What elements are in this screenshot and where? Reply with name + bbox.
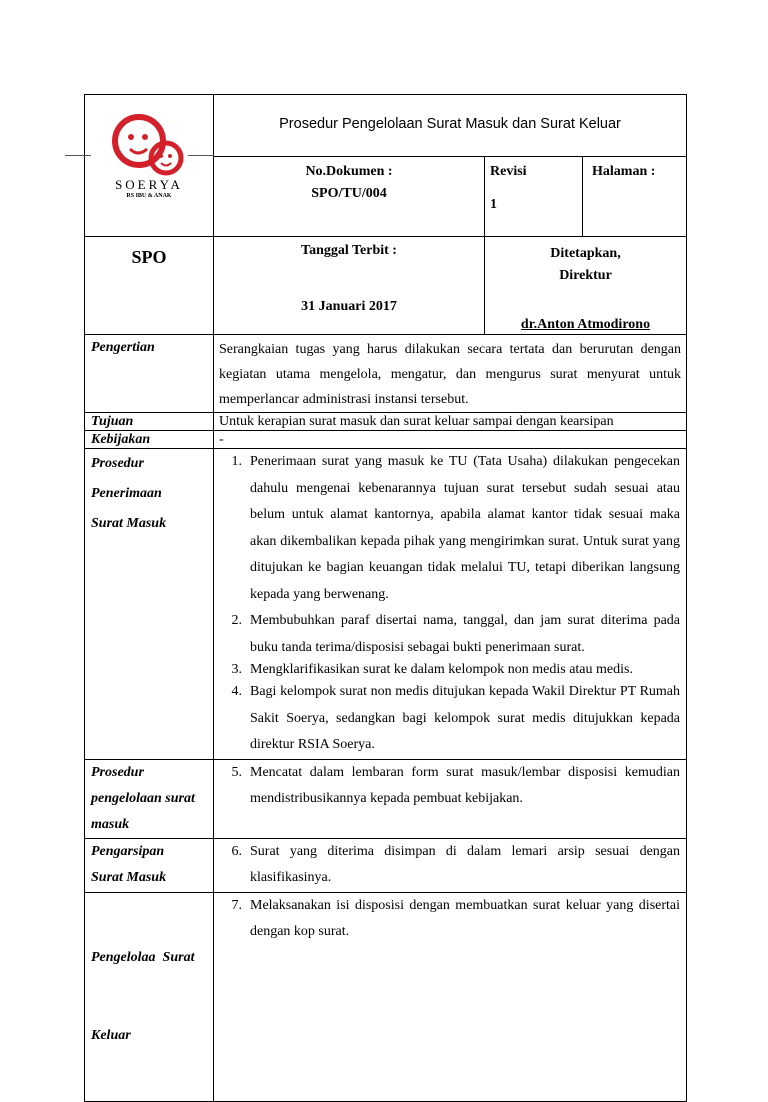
list-item: 7. Melaksanakan isi disposisi dengan membuatkan surat keluar yang disertai dengan kop surat.	[231, 897, 681, 939]
pengarsipan-list	[214, 838, 687, 892]
pengertian-label: Pengertian	[85, 335, 214, 413]
revision-label: Revisi	[490, 164, 527, 179]
keluar-list	[214, 892, 687, 1101]
doc-number-label: No.Dokumen :	[305, 164, 393, 179]
approval-role: Direktur	[559, 268, 612, 283]
kebijakan-label: Kebijakan	[85, 431, 214, 449]
spo-cell	[85, 237, 214, 335]
tujuan-label: Tujuan	[85, 413, 214, 431]
revision-cell	[485, 157, 583, 237]
penerimaan-label: Prosedur Penerimaan Surat Masuk	[85, 449, 214, 760]
doc-number-value: SPO/TU/004	[311, 186, 387, 201]
logo-name: SOERYA	[115, 177, 183, 192]
page-cell	[583, 157, 687, 237]
page-label: Halaman :	[592, 164, 656, 179]
approval-name: dr.Anton Atmodirono	[520, 317, 651, 332]
list-item: 2. Membubuhkan paraf disertai nama, tanggal, dan jam surat diterima pada buku tanda terima/disposisi sebagai bukti penerimaan surat.	[231, 613, 681, 655]
issue-date-value: 31 Januari 2017	[301, 299, 397, 314]
soerya-logo-icon	[109, 113, 189, 179]
list-item: 6. Surat yang diterima disimpan di dalam lemari arsip sesuai dengan klasifikasinya.	[231, 843, 681, 885]
revision-value: 1	[490, 197, 497, 212]
spo-table	[84, 94, 687, 1102]
penerimaan-list	[214, 449, 687, 760]
issue-date-label: Tanggal Terbit :	[301, 243, 397, 258]
issue-date-cell	[214, 237, 485, 335]
pengarsipan-label: Pengarsipan Surat Masuk	[85, 838, 214, 892]
logo-cell	[85, 95, 214, 237]
list-item: 5. Mencatat dalam lembaran form surat masuk/lembar disposisi kemudian mendistribusikannya kepada pembuat kebijakan.	[231, 764, 681, 806]
approval-cell	[485, 237, 687, 335]
pengelolaan-list	[214, 759, 687, 838]
document-title: Prosedur Pengelolaan Surat Masuk dan Surat Keluar	[214, 95, 687, 157]
approval-label: Ditetapkan,	[550, 246, 621, 261]
spo-label: SPO	[131, 247, 167, 267]
list-item: 4. Bagi kelompok surat non medis ditujukan kepada Wakil Direktur PT Rumah Sakit Soerya, sedangkan bagi kelompok surat medis ditujukkan kepada direktur RSIA Soerya.	[231, 684, 681, 752]
logo-tagline: RS IBU & ANAK	[126, 193, 172, 199]
spo-document	[84, 94, 686, 1102]
pengelolaan-label: Prosedur pengelolaan surat masuk	[85, 759, 214, 838]
list-item: 1. Penerimaan surat yang masuk ke TU (Tata Usaha) dilakukan pengecekan dahulu mengenai kebenarannya tujuan surat tersebut sudah sesuai atau belum untuk alamat kantornya, apabila alamat kantor tidak sesuai maka akan dikembalikan kepada pihak yang mengirimkan surat. Untuk surat yang ditujukan ke bagian keuangan tidak melalui TU, tetapi diberikan langsung kepada yang berwenang.	[231, 454, 681, 602]
doc-number-cell	[214, 157, 485, 237]
kebijakan-text: -	[214, 431, 687, 449]
tujuan-text: Untuk kerapian surat masuk dan surat keluar sampai dengan kearsipan	[214, 413, 687, 431]
pengertian-text: Serangkaian tugas yang harus dilakukan secara tertata dan berurutan dengan kegiatan utama mengelola, mengatur, dan mengurus surat menyurat untuk memperlancar administrasi instansi tersebut.	[214, 335, 687, 413]
keluar-label: Pengelolaa Surat Keluar	[85, 892, 214, 1101]
list-item: 3. Mengklarifikasikan surat ke dalam kelompok non medis atau medis.	[231, 662, 633, 677]
